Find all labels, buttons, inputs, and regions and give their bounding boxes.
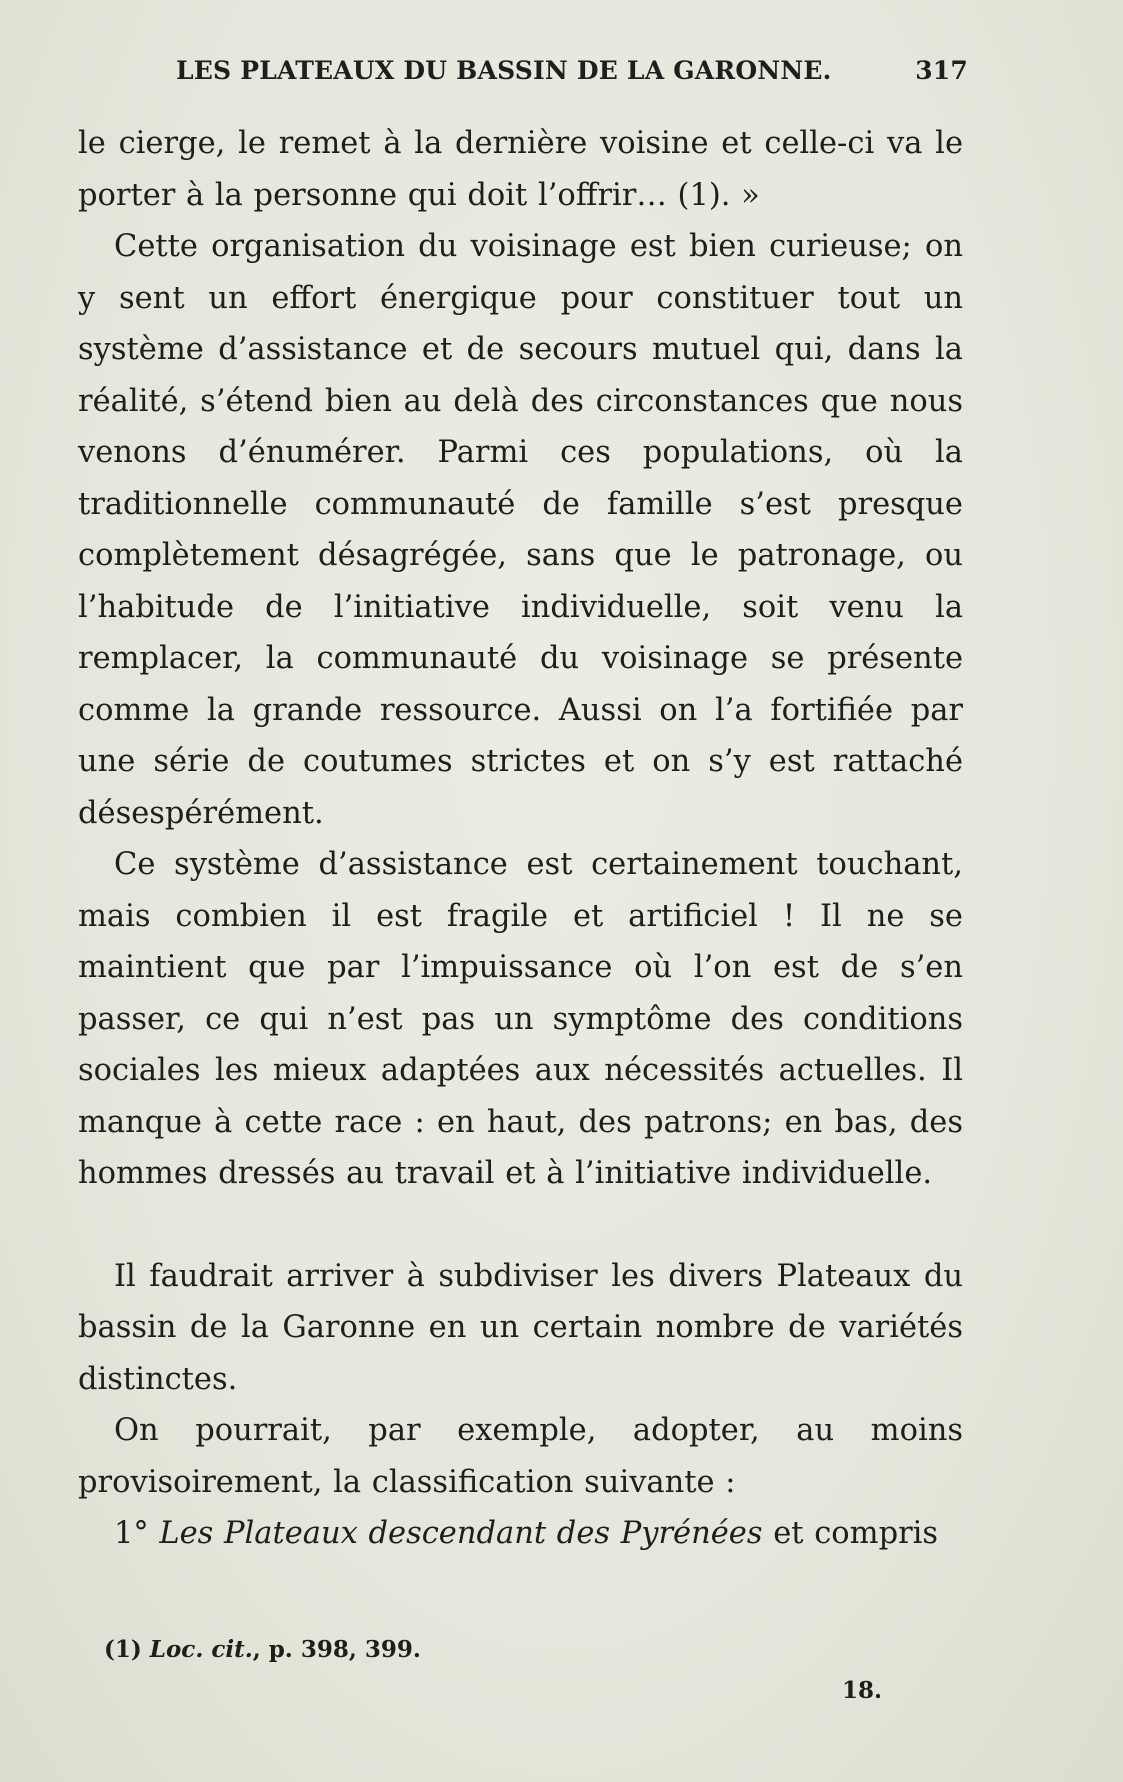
paragraph-continuation: le cierge, le remet à la dernière voisine et celle-ci va le porter à la personne qui doit l’offrir… (1). » bbox=[78, 126, 963, 213]
list-item-italic-text: Les Plateaux descendant des Pyrénées bbox=[159, 1516, 763, 1551]
list-item-text: et compris bbox=[762, 1516, 939, 1551]
paragraph: On pourrait, par exemple, adopter, au moins provisoirement, la classification suivante : bbox=[78, 1413, 963, 1500]
running-title: LES PLATEAUX DU BASSIN DE LA GARONNE. bbox=[176, 56, 832, 85]
running-head bbox=[76, 52, 966, 92]
list-item bbox=[78, 1508, 963, 1560]
paragraph: Ce système d’assistance est certainement touchant, mais combien il est fragile et artificiel ! Il ne se maintient que par l’impuissance où l’on est de s’en passer, ce qui n’est pas un symptôme des conditions sociales les mieux adaptées aux nécessités actuelles. Il manque à cette race : en haut, des patrons; en bas, des hommes dressés au travail et à l’initiative individuelle. bbox=[78, 847, 963, 1191]
footnote-pages: , p. 398, 399. bbox=[252, 1636, 421, 1663]
body-text bbox=[78, 118, 963, 1560]
paragraph: Il faudrait arriver à subdiviser les divers Plateaux du bassin de la Garonne en un certain nombre de variétés distinctes. bbox=[78, 1258, 963, 1397]
footnote-citation: Loc. cit. bbox=[149, 1636, 253, 1663]
footnote-marker: (1) bbox=[104, 1636, 142, 1663]
page-number: 317 bbox=[915, 56, 968, 85]
list-item-number: 1° bbox=[114, 1516, 149, 1551]
footnote bbox=[104, 1636, 421, 1663]
signature-mark: 18. bbox=[842, 1677, 883, 1704]
section-break bbox=[78, 1200, 963, 1251]
paragraph: Cette organisation du voisinage est bien curieuse; on y sent un effort énergique pour constituer tout un système d’assistance et de secours mutuel qui, dans la réalité, s’étend bien au delà des circonstances que nous venons d’énumérer. Parmi ces populations, où la traditionnelle communauté de famille s’est presque complètement désagrégée, sans que le patronage, ou l’habitude de l’initiative individuelle, soit venu la remplacer, la communauté du voisinage se présente comme la grande ressource. Aussi on l’a fortifiée par une série de coutumes strictes et on s’y est rattaché désespérément. bbox=[78, 229, 963, 831]
